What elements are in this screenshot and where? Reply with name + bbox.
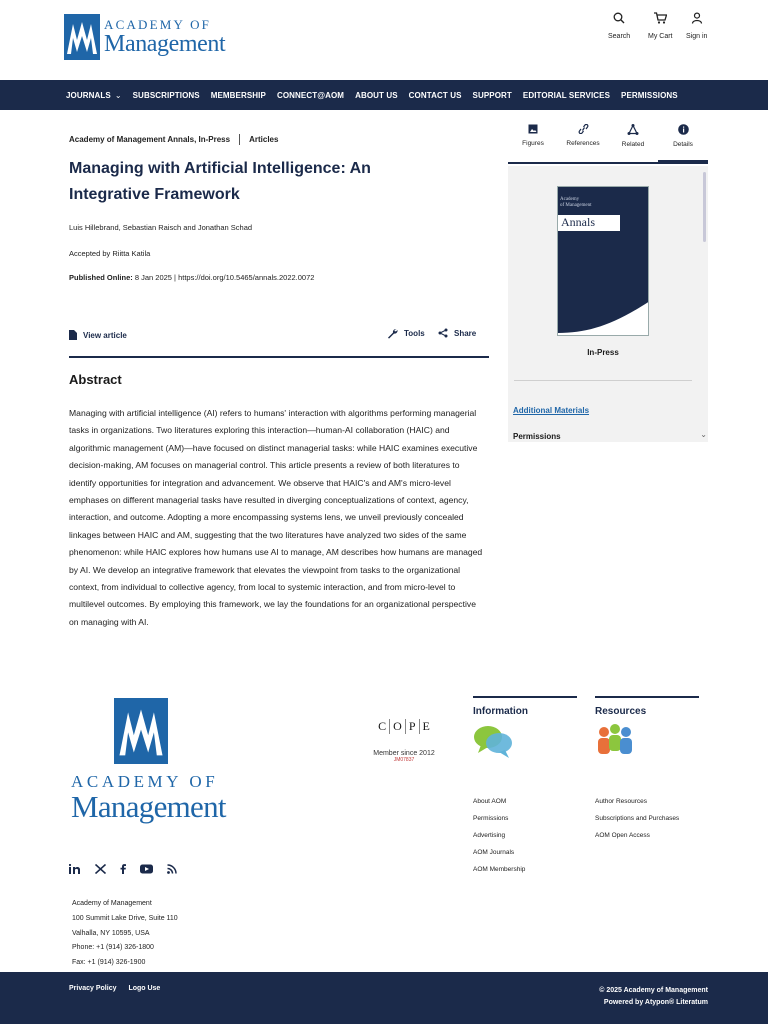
footer-resources [595,696,699,844]
signin-button[interactable] [686,12,707,40]
view-article-button[interactable] [69,330,127,340]
view-article-label: View article [83,330,127,340]
accepted-by: Accepted by Riitta Katila [69,249,151,258]
abstract-text: Managing with artificial intelligence (AI) refers to humans' interaction with algorithms performing managerial tasks in organizations. Two literatures exploring this interaction—human-AI collaboration (HAIC) and algorithmic management (AM)—have focused on distinct managerial tasks: while HAIC examines executive decision-making, AM focuses on managerial control. This article presents a review of both literatures to identify opportunities for integration and advancement. We observe that HAIC's and AM's micro-level emphases on different managerial tasks have resulted in diverging conceptualizations of context, agency, interaction, and outcome. Adopting a more encompassing systems lens, we unveil previously concealed linkages between HAIC and AM, suggesting that the two literatures have analyzed two sides of the same phenomenon: while HAIC explores how humans use AI to manage, AM describes how humans are managed by AI. We develop an integrative framework that elevates the viewpoint from tasks to the organizational context, from individual to collective agency, from local to systemic interaction, and from micro-level to multilevel outcomes. By employing this framework, we lay the foundations for an organizational perspective on managing with AI. [69,408,483,627]
link-icon [578,124,589,134]
footer-logo[interactable] [71,698,226,824]
user-icon [691,12,703,24]
search-button[interactable] [608,12,630,40]
bottom-bar [0,972,768,1024]
share-icon [438,328,448,338]
search-icon [613,12,625,24]
address-fax: Fax: +1 (914) 326-1900 [72,959,146,967]
logo-line2: Management [104,31,226,57]
address-phone: Phone: +1 (914) 326-1800 [72,944,154,952]
address-city: Valhalla, NY 10595, USA [72,929,150,937]
tab-figures-label: Figures [522,140,544,147]
cover-title: Annals [561,215,595,229]
tab-details-label: Details [673,141,693,148]
youtube-icon[interactable] [140,864,153,874]
facebook-icon[interactable] [120,864,126,874]
address-org: Academy of Management [72,900,152,907]
nav-contact[interactable]: CONTACT US [408,90,462,100]
nav-about[interactable]: ABOUT US [355,90,398,100]
abstract-heading: Abstract [69,372,122,387]
cart-icon [654,12,667,24]
aom-logo-mark [64,14,100,60]
main-nav [0,80,768,110]
share-label: Share [454,328,477,338]
footer-link-about-aom[interactable]: About AOM [473,798,507,805]
tab-references-label: References [566,140,600,147]
tab-related-label: Related [621,141,645,148]
breadcrumb [69,134,278,145]
published-info [69,273,314,282]
copyright-text: © 2025 Academy of Management [599,987,708,994]
article-actions [69,324,489,358]
search-label: Search [608,33,631,40]
article-authors[interactable]: Luis Hillebrand, Sebastian Raisch and Jonathan Schad [69,223,253,232]
logo-line1: ACADEMY OF [104,17,212,32]
tab-figures[interactable] [508,120,558,162]
powered-by-text[interactable]: Powered by Atypon® Literatum [603,999,708,1006]
cart-button[interactable] [648,12,673,40]
social-links [69,864,191,874]
footer-link-permissions[interactable]: Permissions [473,815,509,822]
privacy-policy-link[interactable]: Privacy Policy [69,985,117,992]
footer-link-author-resources[interactable]: Author Resources [595,798,648,805]
tools-label: Tools [404,329,425,338]
cope-member-since: Member since 2012 [373,750,435,757]
tools-button[interactable] [387,328,425,339]
panel-scrollbar[interactable] [703,172,706,242]
aom-logo[interactable] [64,13,225,61]
footer-information [473,696,577,878]
nav-editorial-services[interactable]: EDITORIAL SERVICES [522,90,611,100]
tab-related[interactable] [608,120,658,162]
logo-use-link[interactable]: Logo Use [128,985,161,992]
footer-logo-mark [114,698,168,764]
article-title: Managing with Artificial Intelligence: An Integrative Framework [69,160,371,203]
journal-cover[interactable] [557,186,649,336]
published-value[interactable]: 8 Jan 2025 | https://doi.org/10.5465/annals.2022.0072 [132,273,315,282]
additional-materials-link[interactable]: Additional Materials [513,406,590,415]
published-label: Published Online: [69,273,133,282]
details-panel [508,166,708,442]
footer-logo-line1: ACADEMY OF [71,772,219,791]
signin-label: Sign in [686,33,708,40]
info-icon [678,124,689,135]
breadcrumb-section[interactable]: Articles [249,135,279,144]
footer-link-open-access[interactable]: AOM Open Access [595,832,650,839]
chevron-down-icon[interactable]: ⌄ [700,430,707,439]
document-icon [69,330,77,340]
permissions-heading[interactable]: Permissions [513,432,561,441]
footer-link-aom-journals[interactable]: AOM Journals [473,849,515,856]
share-button[interactable] [438,328,476,338]
breadcrumb-divider [239,134,240,145]
footer-logo-line2: Management [71,789,226,824]
cart-label: My Cart [648,33,673,40]
chevron-down-icon: ⌄ [114,90,122,100]
cope-logo: C O P E [370,702,438,750]
in-press-label: In-Press [587,348,619,357]
footer-link-subscriptions-purchases[interactable]: Subscriptions and Purchases [595,815,680,822]
people-icon [595,723,699,763]
footer-link-aom-membership[interactable]: AOM Membership [473,866,526,873]
linkedin-icon[interactable] [69,864,81,874]
site-header [0,0,768,80]
x-icon[interactable] [95,864,106,874]
cope-badge[interactable] [370,702,438,763]
nav-permissions[interactable]: PERMISSIONS [621,90,678,100]
network-icon [627,124,639,135]
nav-journals[interactable]: JOURNALS ⌄ [66,90,122,100]
cope-number: JM07837 [393,757,415,763]
footer-address [72,897,178,971]
wrench-icon [387,328,398,339]
nav-membership[interactable]: MEMBERSHIP [210,90,266,100]
tab-details[interactable] [658,120,708,162]
information-heading: Information [473,706,528,717]
nav-subscriptions[interactable]: SUBSCRIPTIONS [132,90,200,100]
sidepanel-tabs [508,120,708,164]
chat-bubbles-icon [473,723,577,763]
breadcrumb-journal[interactable]: Academy of Management Annals, In-Press [69,135,231,144]
cover-publisher: Academy of Management [560,197,592,208]
image-icon [528,124,538,134]
nav-support[interactable]: SUPPORT [472,90,512,100]
resources-heading: Resources [595,706,647,717]
footer-link-advertising[interactable]: Advertising [473,832,506,839]
tab-references[interactable] [558,120,608,162]
panel-divider [514,380,692,381]
rss-icon[interactable] [167,864,177,874]
address-street: 100 Summit Lake Drive, Suite 110 [72,914,178,922]
nav-connect[interactable]: CONNECT@AOM [276,90,345,100]
